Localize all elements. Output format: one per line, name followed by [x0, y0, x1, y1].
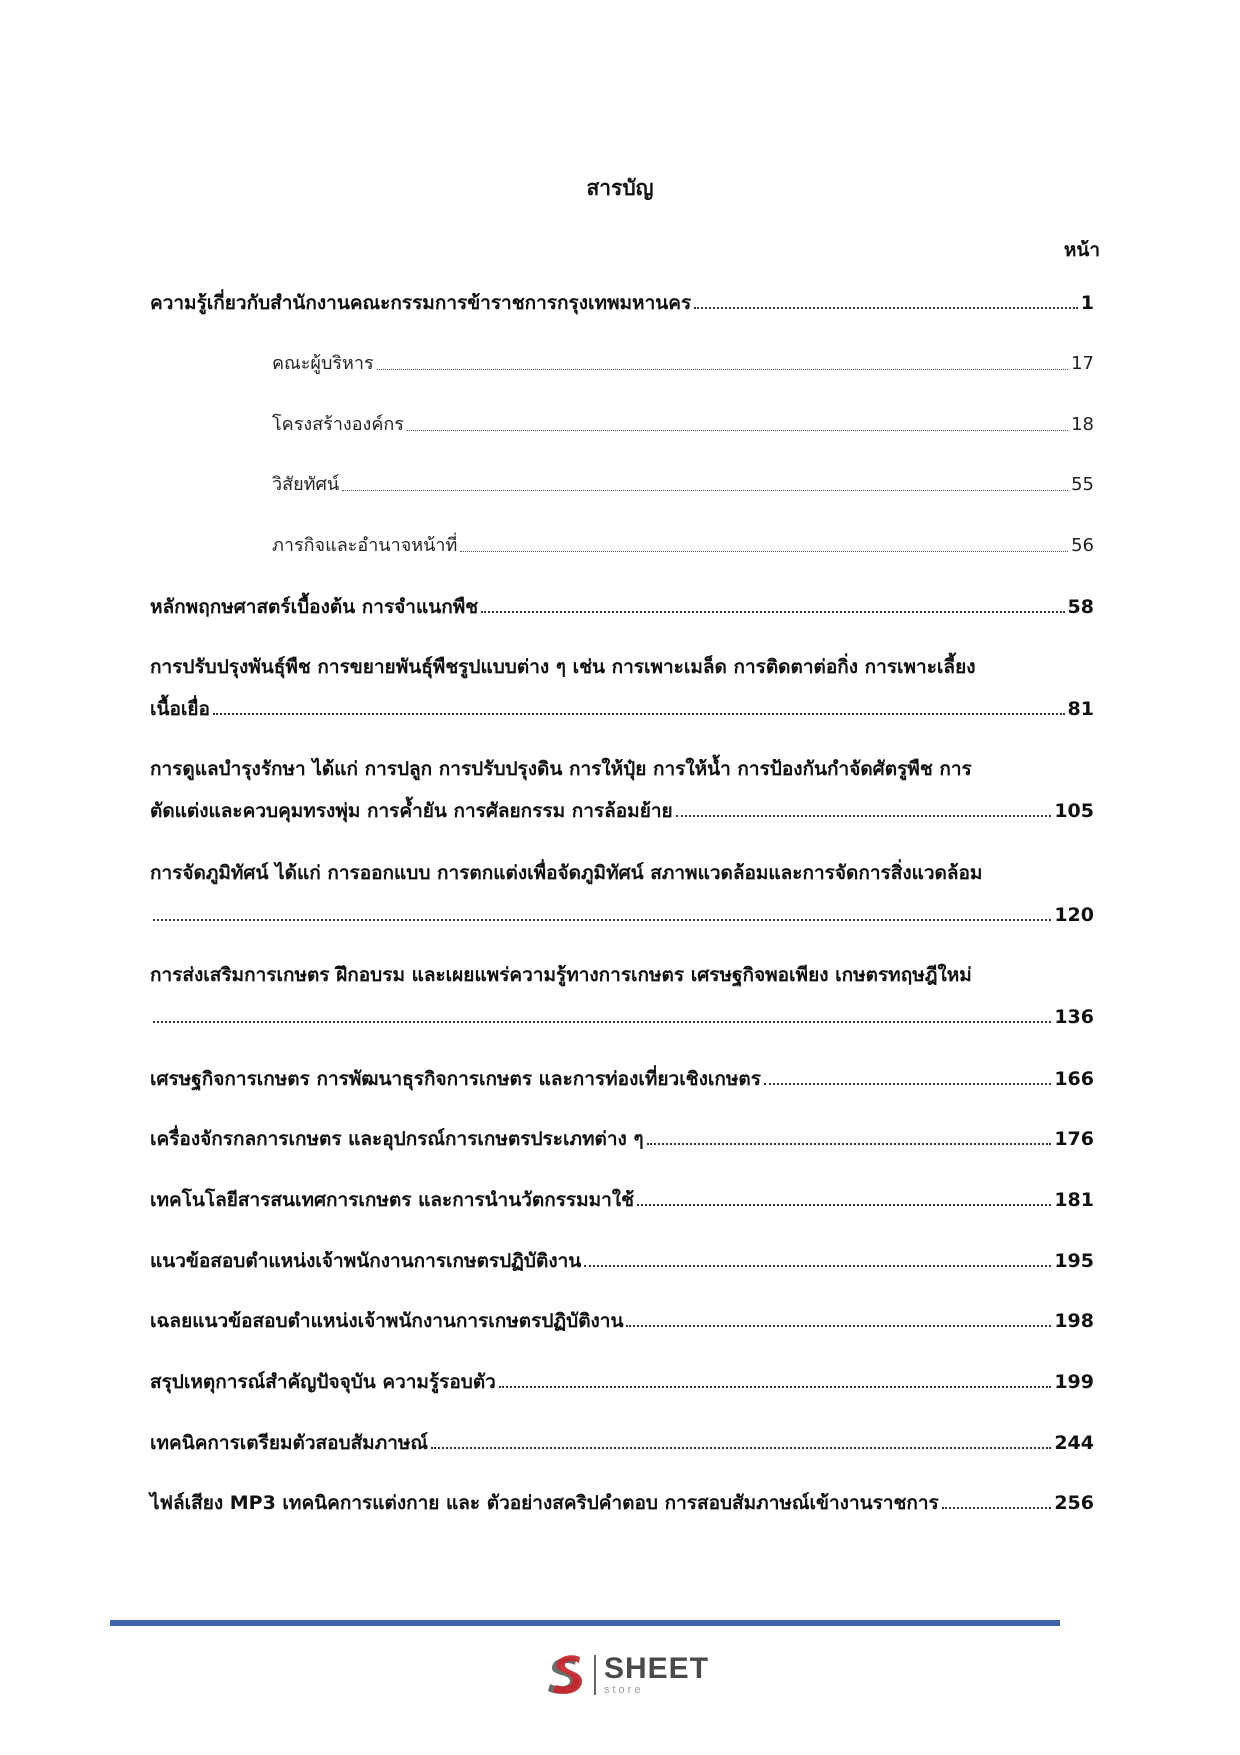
toc-entry-page: 256 — [1054, 1492, 1094, 1514]
toc-entry[interactable] — [150, 292, 1094, 314]
toc-entry-page: 166 — [1054, 1068, 1094, 1090]
page-title: สารบัญ — [586, 176, 654, 200]
brand-logo — [540, 1650, 709, 1700]
toc-entry-page: 105 — [1054, 800, 1094, 822]
dot-leader — [626, 1310, 1051, 1332]
toc-entry[interactable] — [150, 596, 1094, 618]
dot-leader — [342, 474, 1068, 496]
toc-entry[interactable] — [150, 1128, 1094, 1150]
logo-subword: store — [604, 1684, 644, 1696]
toc-entry-title: ไฟล์เสียง MP3 เทคนิคการแต่งกาย และ ตัวอย่างสคริปคำตอบ การสอบสัมภาษณ์เข้างานราชการ — [150, 1492, 939, 1514]
dot-leader — [676, 800, 1052, 822]
toc-entry-title: ภารกิจและอำนาจหน้าที่ — [272, 535, 458, 556]
footer-divider — [110, 1620, 1060, 1626]
dot-leader — [647, 1128, 1052, 1150]
toc-entry-page: 198 — [1054, 1310, 1094, 1332]
page-column-header: หน้า — [1063, 239, 1100, 261]
toc-entry-page: 1 — [1080, 292, 1094, 314]
logo-text — [604, 1654, 709, 1696]
toc-subentry[interactable] — [272, 353, 1094, 375]
toc-entry-page: 199 — [1054, 1371, 1094, 1393]
dot-leader — [764, 1068, 1051, 1090]
toc-entry-page: 58 — [1067, 596, 1094, 618]
toc-entry-page: 244 — [1054, 1432, 1094, 1454]
toc-entry-title: โครงสร้างองค์กร — [272, 414, 404, 435]
toc-entry-page: 136 — [1054, 1006, 1094, 1028]
toc-entry-title: เฉลยแนวข้อสอบตำแหน่งเจ้าพนักงานการเกษตรปฏิบัติงาน — [150, 1310, 624, 1332]
toc-entry-page: 120 — [1054, 904, 1094, 926]
toc-entry-page: 81 — [1067, 698, 1094, 720]
logo-divider — [594, 1655, 596, 1695]
dot-leader — [213, 698, 1065, 720]
toc-entry-title: แนวข้อสอบตำแหน่งเจ้าพนักงานการเกษตรปฏิบัติงาน — [150, 1250, 582, 1272]
dot-leader — [584, 1250, 1051, 1272]
toc-entry-title-line: การจัดภูมิทัศน์ ได้แก่ การออกแบบ การตกแต่งเพื่อจัดภูมิทัศน์ สภาพแวดล้อมและการจัดการสิ่งแวดล้อม — [150, 862, 983, 884]
toc-entry-page: 17 — [1071, 353, 1094, 374]
toc-subentry[interactable] — [272, 414, 1094, 436]
toc-entry-page: 18 — [1071, 414, 1094, 435]
toc-entry-title: เทคนิคการเตรียมตัวสอบสัมภาษณ์ — [150, 1432, 429, 1454]
toc-entry[interactable] — [150, 1492, 1094, 1514]
toc-entry-page: 181 — [1054, 1189, 1094, 1211]
toc-entry-title: สรุปเหตุการณ์สำคัญปัจจุบัน ความรู้รอบตัว — [150, 1371, 496, 1393]
toc-entry-title: เนื้อเยื่อ — [150, 698, 210, 720]
toc-entry[interactable] — [150, 862, 1094, 926]
dot-leader — [637, 1189, 1051, 1211]
toc-entry-page: 56 — [1071, 535, 1094, 556]
dot-leader — [694, 292, 1078, 314]
toc-entry[interactable] — [150, 1250, 1094, 1272]
toc-entry-title-line: การปรับปรุงพันธุ์พืช การขยายพันธุ์พืชรูปแบบต่าง ๆ เช่น การเพาะเมล็ด การติดตาต่อกิ่ง การเพาะเลี้ยง — [150, 656, 976, 678]
dot-leader — [153, 904, 1051, 926]
toc-entry-title: ความรู้เกี่ยวกับสำนักงานคณะกรรมการข้าราชการกรุงเทพมหานคร — [150, 292, 692, 314]
toc-entry-page: 176 — [1054, 1128, 1094, 1150]
toc-entry-title: เทคโนโลยีสารสนเทศการเกษตร และการนำนวัตกรรมมาใช้ — [150, 1189, 635, 1211]
toc-entry[interactable] — [150, 1310, 1094, 1332]
toc-entry-title-line: การส่งเสริมการเกษตร ฝึกอบรม และเผยแพร่ความรู้ทางการเกษตร เศรษฐกิจพอเพียง เกษตรทฤษฎีใหม่ — [150, 964, 972, 986]
toc-entry-title: คณะผู้บริหาร — [272, 353, 374, 374]
dot-leader — [499, 1371, 1051, 1393]
toc-entry[interactable] — [150, 1432, 1094, 1454]
toc-entry-page: 195 — [1054, 1250, 1094, 1272]
toc-entry-title: เศรษฐกิจการเกษตร การพัฒนาธุรกิจการเกษตร และการท่องเที่ยวเชิงเกษตร — [150, 1068, 761, 1090]
logo-word: SHEET — [604, 1652, 710, 1685]
dot-leader — [407, 414, 1068, 436]
dot-leader — [481, 596, 1064, 618]
toc-entry[interactable] — [150, 1068, 1094, 1090]
dot-leader — [460, 535, 1068, 557]
toc-entry-page: 55 — [1071, 474, 1094, 495]
sheet-store-logo-icon — [540, 1651, 588, 1699]
toc-entry[interactable] — [150, 656, 1094, 720]
dot-leader — [377, 353, 1068, 375]
toc-entry[interactable] — [150, 758, 1094, 822]
toc-entry-title: วิสัยทัศน์ — [272, 474, 340, 495]
dot-leader — [153, 1006, 1051, 1028]
toc-entry[interactable] — [150, 1189, 1094, 1211]
toc-entry-title: ตัดแต่งและควบคุมทรงพุ่ม การค้ำยัน การศัลยกรรม การล้อมย้าย — [150, 800, 673, 822]
toc-subentry[interactable] — [272, 535, 1094, 557]
toc-entry[interactable] — [150, 1371, 1094, 1393]
toc-entry-title: เครื่องจักรกลการเกษตร และอุปกรณ์การเกษตรประเภทต่าง ๆ — [150, 1128, 644, 1150]
toc-entry[interactable] — [150, 964, 1094, 1028]
dot-leader — [431, 1432, 1051, 1454]
dot-leader — [942, 1492, 1052, 1514]
toc-subentry[interactable] — [272, 474, 1094, 496]
toc-entry-title-line: การดูแลบำรุงรักษา ได้แก่ การปลูก การปรับปรุงดิน การให้ปุ๋ย การให้น้ำ การป้องกันกำจัดศัตรูพืช การ — [150, 758, 972, 780]
toc-entry-title: หลักพฤกษศาสตร์เบื้องต้น การจำแนกพืช — [150, 596, 479, 618]
